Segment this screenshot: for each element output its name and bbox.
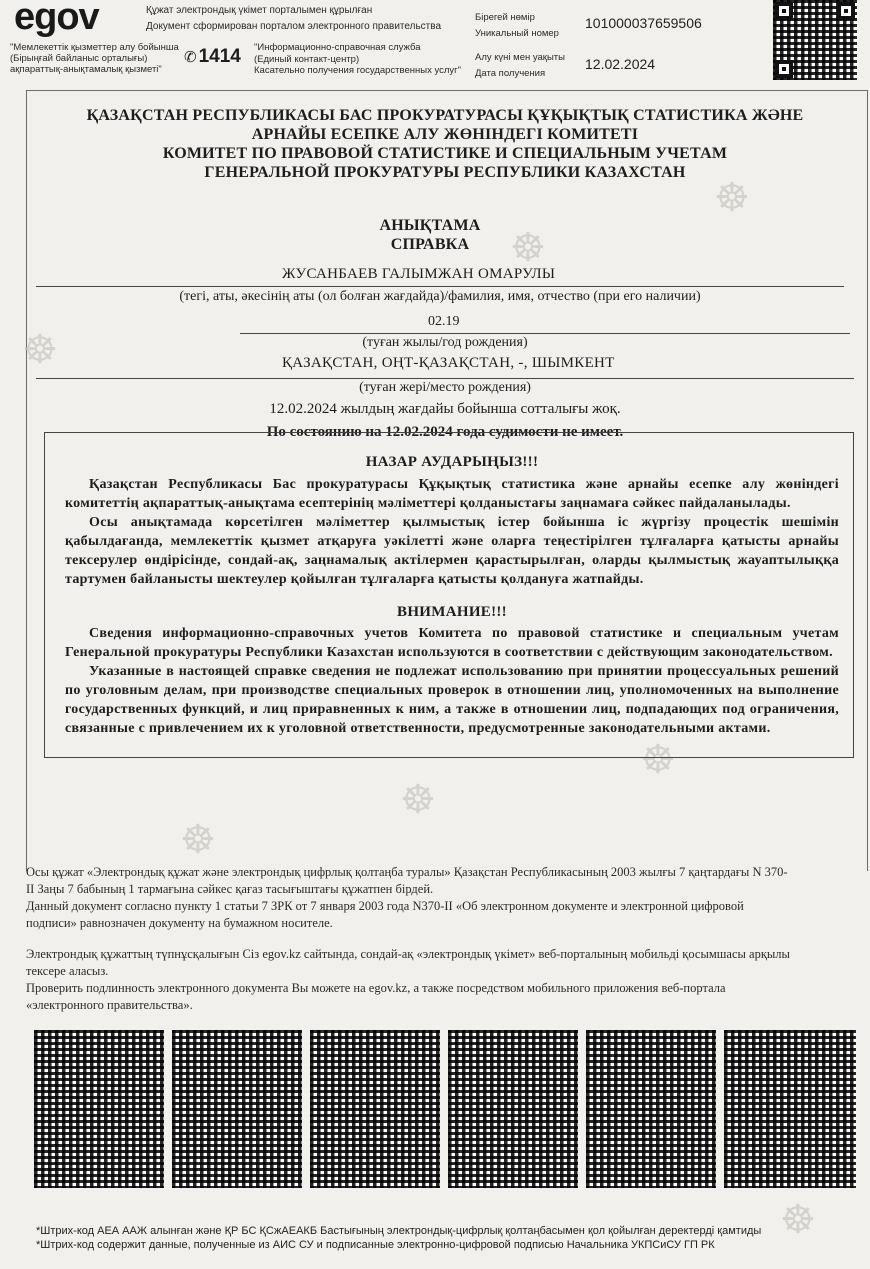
watermark-ornament: ☸ (640, 737, 676, 783)
authority-line: АРНАЙЫ ЕСЕПКЕ АЛУ ЖӨНІНДЕГІ КОМИТЕТІ (251, 126, 639, 143)
hotline (184, 46, 241, 68)
date-label-kk: Алу күні мен уақыты (475, 52, 565, 63)
birth-year: 02.19 (428, 314, 460, 329)
full-name: ЖУСАНБАЕВ ГАЛЫМЖАН ОМАРУЛЫ (282, 266, 556, 282)
header-origin-kk: Құжат электрондық үкімет порталымен құрылған (146, 5, 373, 16)
underline (240, 333, 850, 334)
watermark-ornament: ☸ (714, 175, 750, 221)
barcode-notes (36, 1224, 866, 1252)
hotline-number: 1414 (198, 46, 241, 67)
date-received: 12.02.2024 (585, 56, 656, 72)
authority-line: ГЕНЕРАЛЬНОЙ ПРОКУРАТУРЫ РЕСПУБЛИКИ КАЗАХСТАН (204, 164, 686, 181)
data-barcode (724, 1030, 856, 1188)
birth-caption: (туған жылы/год рождения) (362, 335, 528, 350)
notice-para-ru-1: Сведения информационно-справочных учетов Комитета по правовой статистике и специальным учетам Генеральной прокуратуры Республики Казахстан используются в соответствии с действующим законодательством. (65, 626, 839, 660)
name-caption: (тегі, аты, әкесінің аты (ол болған жағдайда)/фамилия, имя, отчество (при его наличии) (179, 289, 701, 304)
unique-label-ru: Уникальный номер (475, 28, 559, 39)
footer-line: Осы құжат «Электрондық құжат және электрондық цифрлық қолтаңба туралы» Қазақстан Республикасының 2003 жылғы 7 қаңтардағы N 370- (26, 865, 788, 879)
footer-line: тексере аласыз. (26, 964, 109, 978)
hotline-info-line: "Информационно-справочная служба (254, 42, 421, 53)
status-ru: По состоянию на 12.02.2024 года судимости не имеет. (266, 424, 624, 440)
document-title (360, 216, 500, 254)
notice-box (44, 432, 854, 758)
footer-line: Электрондық құжаттың түпнұсқалығын Сіз egov.kz сайтында, сондай-ақ «электрондық үкімет» веб-порталының мобильді қосымшасы арқылы (26, 947, 790, 961)
status-kk: 12.02.2024 жылдың жағдайы бойынша сотталығы жоқ. (269, 401, 621, 417)
data-barcode (448, 1030, 578, 1188)
notice-title-kk: НАЗАР АУДАРЫҢЫЗ!!! (365, 454, 539, 470)
notice-title-ru: ВНИМАНИЕ!!! (397, 604, 507, 620)
egov-logo: egov (14, 0, 99, 38)
legal-footer (26, 864, 870, 1014)
footer-line: подписи» равнозначен документу на бумажном носителе. (26, 916, 333, 930)
data-barcode (310, 1030, 440, 1188)
watermark-ornament: ☸ (180, 817, 216, 863)
header-left-info (10, 42, 179, 75)
watermark-ornament: ☸ (22, 327, 58, 373)
hotline-info (254, 42, 461, 77)
notice-para-kk-1: Қазақстан Республикасы Бас прокуратурасы Құқықтық статистика және арнайы есепке алу жөніндегі комитеттің ақпараттық-анықтама есептерінің мәліметтері қолданыстағы заңнамаға сәйкес пайдаланылады. (65, 477, 839, 511)
footer-line: II Заңы 7 бабының 1 тармағына сәйкес қағаз тасығыштағы құжатпен бірдей. (26, 882, 434, 896)
birth-place: ҚАЗАҚСТАН, ОҢТ-ҚАЗАҚСТАН, -, ШЫМКЕНТ (282, 355, 615, 371)
footer-line: Проверить подлинность электронного документа Вы можете на egov.kz, а также посредством мобильного приложения веб-портала (26, 981, 726, 995)
unique-number-label (475, 10, 559, 42)
header-origin-note (146, 4, 441, 33)
date-label (475, 50, 565, 82)
title-kk: АНЫҚТАМА (379, 217, 481, 234)
underline (36, 286, 844, 287)
authority-header (30, 106, 860, 182)
unique-label-kk: Бірегей нөмір (475, 12, 535, 23)
footer-line: «электронного правительства». (26, 998, 193, 1012)
header-origin-ru: Документ сформирован порталом электронного правительства (146, 21, 442, 32)
footer-line: Данный документ согласно пункту 1 статьи 7 ЗРК от 7 января 2003 года N370-II «Об электронном документе и электронной цифровой (26, 899, 744, 913)
data-barcode (586, 1030, 716, 1188)
notice-para-ru-2: Указанные в настоящей справке сведения не подлежат использованию при принятии процессуальных решений по уголовным делам, при производстве специальных проверок в отношении лиц, уполномоченных на выполнение государственных функций, и лиц приравненных к ним, а также в отношении лиц, подпадающих под ограничения, связанные с привлечением их к уголовной ответственности, предусмотренные законодательными актами. (65, 664, 839, 736)
qr-code (773, 0, 857, 80)
underline (36, 378, 854, 379)
authority-line: КОМИТЕТ ПО ПРАВОВОЙ СТАТИСТИКЕ И СПЕЦИАЛЬНЫМ УЧЕТАМ (162, 145, 728, 162)
left-info-line: "Мемлекеттік қызметтер алу бойынша (10, 42, 179, 53)
hotline-info-line: (Единый контакт-центр) (254, 53, 360, 65)
barcode-note-ru: *Штрих-код содержит данные, полученные из АИС СУ и подписанные электронно-цифровой подписью Начальника УКПСиСУ ГП РК (36, 1239, 715, 1251)
hotline-info-line: Касательно получения государственных услуг" (254, 65, 461, 76)
data-barcode (34, 1030, 164, 1188)
unique-number: 101000037659506 (585, 15, 702, 31)
data-barcode (172, 1030, 302, 1188)
phone-icon: ✆ (184, 50, 197, 66)
watermark-ornament: ☸ (780, 1197, 816, 1243)
title-ru: СПРАВКА (390, 236, 470, 253)
watermark-ornament: ☸ (400, 777, 436, 823)
left-info-line: ақпараттық-анықтамалық қызметі" (10, 64, 162, 75)
authority-line: ҚАЗАҚСТАН РЕСПУБЛИКАСЫ БАС ПРОКУРАТУРАСЫ ҚҰҚЫҚТЫҚ СТАТИСТИКА ЖӘНЕ (86, 107, 804, 124)
notice-para-kk-2: Осы анықтамада көрсетілген мәліметтер қылмыстық істер бойынша іс жүргізу процестік шешімін қабылдағанда, мемлекеттік қызмет атқаруға уәкілетті және оларға теңестірілген тұлғаларға қатысты арнайы тексерулер өндірісінде, сондай-ақ, заңнамалық актілермен қарастырылған, оларды қылмыстық жауаптылыққа тартумен байланысты шектеулер қойылған тұлғаларға қатысты қолдануға жатпайды. (65, 515, 839, 587)
date-label-ru: Дата получения (475, 68, 546, 79)
watermark-ornament: ☸ (510, 225, 546, 271)
barcode-note-kk: *Штрих-код АЕА ААЖ алынған және ҚР БС ҚСжАЕАКБ Бастығының электрондық-цифрлық қолтаңбасымен қол қойылған деректерді қамтиды (36, 1225, 762, 1237)
place-caption: (туған жері/место рождения) (359, 380, 531, 395)
left-info-line: (Бірыңғай байланыс орталығы) (10, 53, 148, 64)
